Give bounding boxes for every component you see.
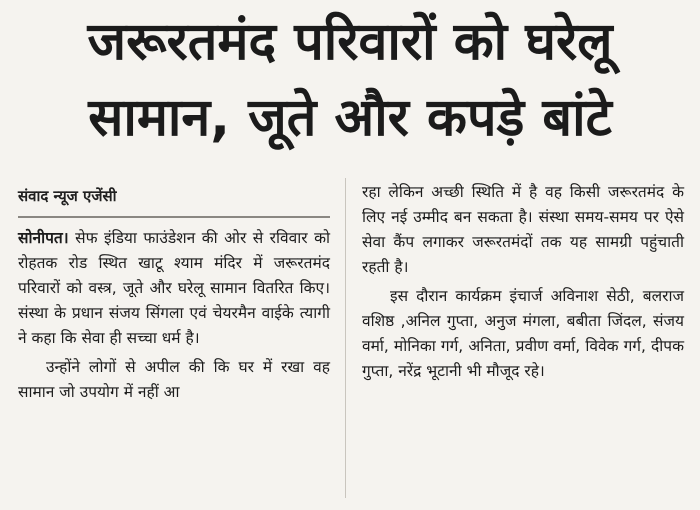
byline-divider: [18, 216, 330, 218]
headline-line-2: सामान, जूते और कपड़े बांटे: [88, 88, 612, 148]
column-divider: [345, 178, 346, 498]
article-column-left: [18, 184, 330, 405]
article-paragraph-1: [18, 226, 330, 351]
headline-line-1: जरूरतमंद परिवारों को घरेलू: [87, 12, 613, 72]
dateline-place: सोनीपत।: [18, 229, 69, 247]
article-paragraph-1-text: सेफ इंडिया फाउंडेशन की ओर से रविवार को रोहतक रोड स्थित खाटू श्याम मंदिर में जरूरतमंद परिवारों को वस्त्र, जूते और घरेलू सामान वितरित किए। संस्था के प्रधान संजय सिंगला एवं चेयरमैन वाईके त्यागी ने कहा कि सेवा ही सच्चा धर्म है।: [18, 229, 330, 347]
article-paragraph-2: उन्होंने लोगों से अपील की कि घर में रखा वह सामान जो उपयोग में नहीं आ: [18, 358, 330, 401]
article-paragraph-3: रहा लेकिन अच्छी स्थिति में है वह किसी जरूरतमंद के लिए नई उम्मीद बन सकता है। संस्था समय-समय पर ऐसे सेवा कैंप लगाकर जरूरतमंदों तक यह सामग्री पहुंचाती रहती है।: [362, 183, 684, 276]
article-paragraph-4: इस दौरान कार्यक्रम इंचार्ज अविनाश सेठी, बलराज वशिष्ठ ,अनिल गुप्ता, अनुज मंगला, बबीता जिंदल, संजय वर्मा, मोनिका गर्ग, अनिता, प्रवीण वर्मा, विवेक गर्ग, दीपक गुप्ता, नरेंद्र भूटानी भी मौजूद रहे।: [362, 287, 684, 380]
article-column-right: [362, 180, 684, 384]
byline: संवाद न्यूज एजेंसी: [18, 187, 117, 205]
